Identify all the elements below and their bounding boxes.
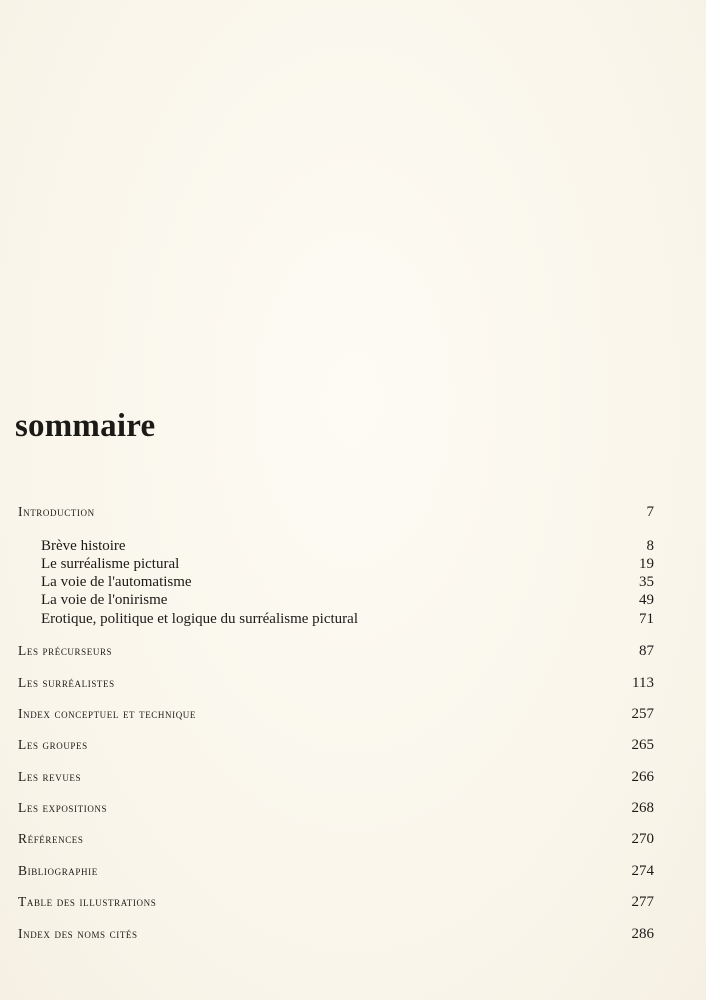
toc-entry-page: 35 — [639, 574, 654, 590]
toc-entry-page: 7 — [646, 504, 654, 520]
toc-entry-page: 19 — [639, 556, 654, 572]
toc-entry-page: 257 — [631, 706, 654, 722]
page-title: sommaire — [15, 408, 156, 444]
toc-entry-label: Introduction — [18, 504, 95, 519]
toc-entry-page: 270 — [631, 831, 654, 847]
toc-entry-index-conceptuel — [18, 703, 654, 725]
toc-entry-page: 87 — [639, 643, 654, 659]
toc-entry-introduction — [18, 501, 654, 523]
toc-entry-label: Les groupes — [18, 737, 88, 752]
toc-entry-page: 113 — [632, 675, 654, 691]
toc-entry-revues — [18, 766, 654, 788]
toc-entry-label: Table des illustrations — [18, 894, 157, 909]
toc-entry-page: 71 — [639, 611, 654, 627]
toc-entry-label: Index des noms cités — [18, 926, 138, 941]
toc-entry-expositions — [18, 797, 654, 819]
toc-entry-surrealistes — [18, 672, 654, 694]
toc-entry-index-noms — [18, 923, 654, 945]
toc-subentry-erotique-politique — [18, 608, 654, 630]
toc-entry-precurseurs — [18, 640, 654, 662]
toc-entry-page: 274 — [631, 863, 654, 879]
toc-entry-page: 266 — [631, 769, 654, 785]
toc-entry-bibliographie — [18, 860, 654, 882]
toc-entry-table-illustrations — [18, 891, 654, 913]
toc-entry-page: 49 — [639, 592, 654, 608]
toc-entry-label: Les précurseurs — [18, 643, 113, 658]
toc-entry-label: Les surréalistes — [18, 675, 115, 690]
toc-entry-label: Bibliographie — [18, 863, 98, 878]
toc-entry-label: La voie de l'automatisme — [41, 574, 192, 590]
toc-entry-label: La voie de l'onirisme — [41, 592, 168, 608]
toc-entry-label: Les revues — [18, 769, 82, 784]
toc-entry-label: Références — [18, 831, 84, 846]
toc-entry-label: Erotique, politique et logique du surréalisme pictural — [41, 611, 358, 627]
toc-entry-label: Le surréalisme pictural — [41, 556, 180, 572]
toc-entry-label: Les expositions — [18, 800, 108, 815]
toc-entry-references — [18, 828, 654, 850]
toc-entry-label: Brève histoire — [41, 538, 126, 554]
toc-entry-label: Index conceptuel et technique — [18, 706, 197, 721]
toc-entry-page: 268 — [631, 800, 654, 816]
toc-entry-page: 286 — [631, 926, 654, 942]
toc-entry-groupes — [18, 734, 654, 756]
toc-entry-page: 265 — [631, 737, 654, 753]
toc-entry-page: 277 — [631, 894, 654, 910]
toc-entry-page: 8 — [646, 538, 654, 554]
